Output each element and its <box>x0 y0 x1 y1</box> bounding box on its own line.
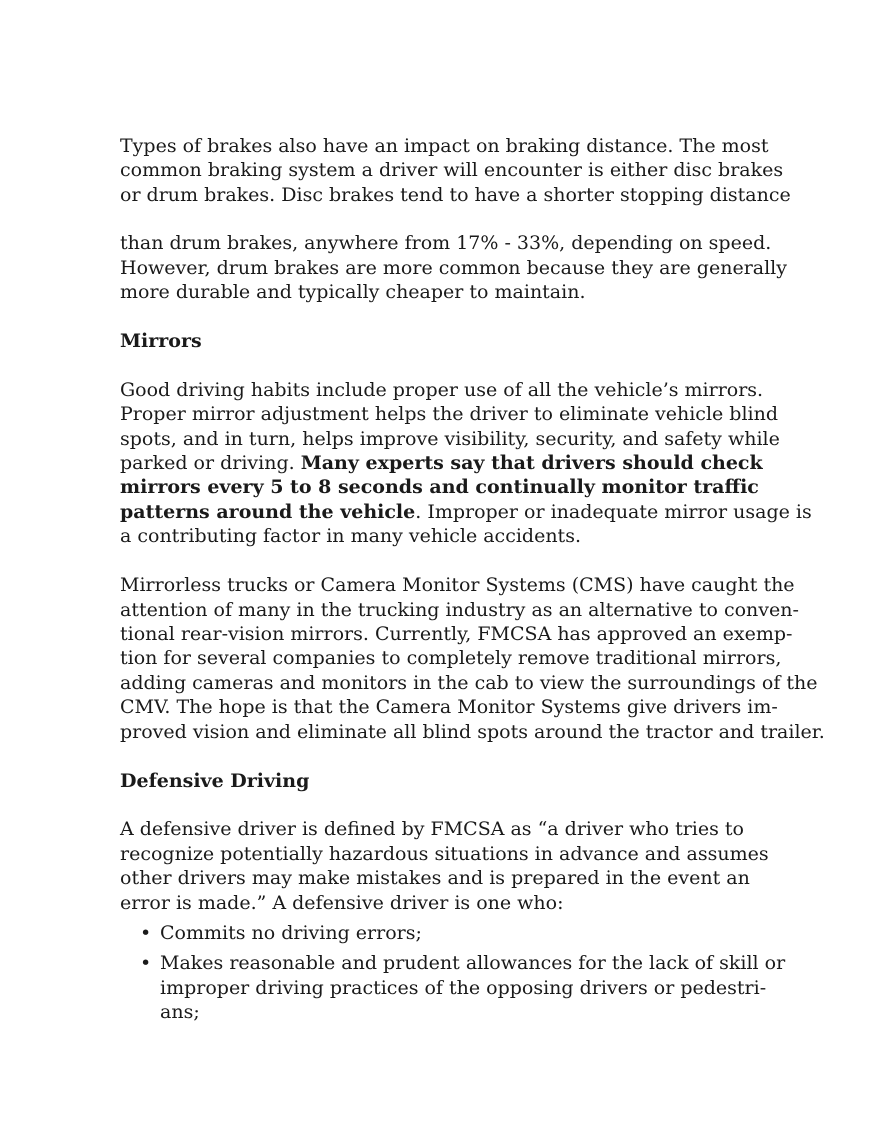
text-line: than drum brakes, anywhere from 17% - 33%, depending on speed. <box>120 232 772 255</box>
text-line: tional rear-vision mirrors. Currently, FMCSA has approved an exemp- <box>120 623 793 645</box>
paragraph-brake-types <box>120 134 800 207</box>
text-line <box>120 500 812 524</box>
list-item <box>120 951 800 1024</box>
bullet-list <box>120 921 800 1025</box>
text-line: tion for several companies to completely remove traditional mirrors, <box>120 647 782 670</box>
text-line: Commits no driving errors; <box>160 922 422 945</box>
bullet-icon: • <box>140 922 152 945</box>
text-line: Makes reasonable and prudent allowances for the lack of skill or <box>160 952 786 975</box>
text-line: attention of many in the trucking industry as an alternative to conven- <box>120 598 799 621</box>
text-line: ans; <box>160 1001 200 1024</box>
bold-text-run: Many experts say that drivers should check <box>300 452 763 475</box>
text-line: or drum brakes. Disc brakes tend to have a shorter stopping distance <box>120 183 791 206</box>
heading-defensive-driving: Defensive Driving <box>120 769 310 792</box>
page-content <box>120 134 825 1031</box>
text-line: adding cameras and monitors in the cab to view the surroundings of the <box>120 671 818 694</box>
text-line: improper driving practices of the opposing drivers or pedestri- <box>160 976 767 999</box>
text-line <box>120 475 800 499</box>
text-line: other drivers may make mistakes and is prepared in the event an <box>120 867 750 890</box>
text-line: common braking system a driver will encounter is either disc brakes <box>120 159 784 182</box>
text-run: . Improper or inadequate mirror usage is <box>415 500 812 523</box>
paragraph-mirrorless-trucks <box>120 573 825 744</box>
text-line: Proper mirror adjustment helps the driver to eliminate vehicle blind <box>120 403 779 426</box>
text-line: CMV. The hope is that the Camera Monitor Systems give drivers im- <box>120 696 778 719</box>
text-line: proved vision and eliminate all blind spots around the tractor and trailer. <box>120 720 825 743</box>
paragraph-drum-brakes <box>120 231 800 304</box>
paragraph-gap <box>120 304 800 329</box>
paragraph-gap <box>120 353 800 378</box>
bold-text-run: mirrors every 5 to 8 seconds and continually monitor traffic <box>120 476 759 499</box>
bold-text-run: patterns around the vehicle <box>120 500 416 523</box>
paragraph-gap <box>120 744 800 769</box>
paragraph-defensive-definition <box>120 817 800 915</box>
text-line: Types of brakes also have an impact on braking distance. The most <box>120 135 769 157</box>
text-line: A defensive driver is defined by FMCSA as “a driver who tries to <box>120 818 744 841</box>
heading-mirrors: Mirrors <box>120 329 202 352</box>
text-line: Good driving habits include proper use of all the vehicle’s mirrors. <box>120 378 764 401</box>
text-run: parked or driving. <box>120 452 301 475</box>
paragraph-mirror-habits <box>120 378 812 549</box>
bullet-icon: • <box>140 952 152 975</box>
paragraph-gap <box>120 793 800 818</box>
paragraph-gap <box>120 207 800 231</box>
text-line: a contributing factor in many vehicle accidents. <box>120 525 581 548</box>
paragraph-gap <box>120 549 800 574</box>
text-line: error is made.” A defensive driver is one who: <box>120 891 564 914</box>
text-line <box>120 451 800 475</box>
text-line: recognize potentially hazardous situations in advance and assumes <box>120 842 769 865</box>
text-line: more durable and typically cheaper to maintain. <box>120 281 586 304</box>
text-line: spots, and in turn, helps improve visibility, security, and safety while <box>120 427 780 450</box>
list-item <box>120 921 800 945</box>
text-line: However, drum brakes are more common because they are generally <box>120 256 787 279</box>
text-line: Mirrorless trucks or Camera Monitor Systems (CMS) have caught the <box>120 574 795 597</box>
